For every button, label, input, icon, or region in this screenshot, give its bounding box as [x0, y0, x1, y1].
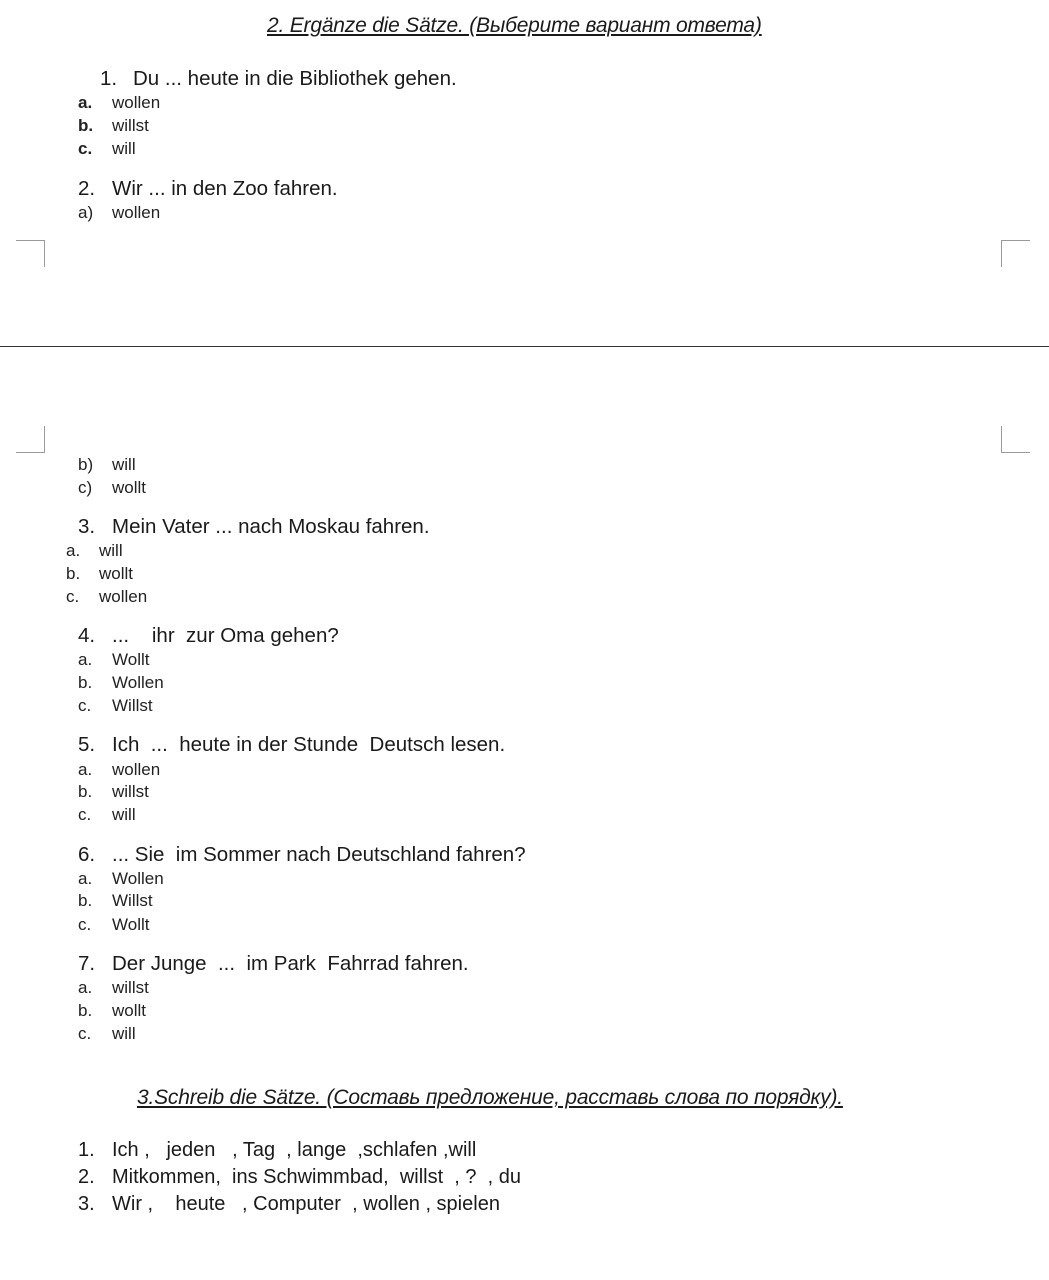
- question-text: Mein Vater ... nach Moskau fahren.: [112, 515, 430, 538]
- option-text: will: [112, 139, 136, 158]
- question-number: 3.: [78, 515, 96, 538]
- option-label: a.: [78, 869, 93, 888]
- option-label: b): [78, 455, 94, 474]
- question-4: [78, 624, 339, 648]
- option-1c: [78, 139, 136, 159]
- option-text: Willst: [112, 891, 153, 910]
- sentence-number: 1.: [78, 1139, 95, 1161]
- sentence-item: [78, 1139, 476, 1162]
- option-label: c.: [78, 915, 92, 934]
- option-4c: [78, 696, 153, 716]
- sentence-text: Mitkommen, ins Schwimmbad, willst , ? , du: [112, 1166, 522, 1188]
- option-2c: [78, 478, 146, 498]
- option-2b: [78, 455, 136, 475]
- option-label: b.: [78, 673, 93, 692]
- option-text: willst: [112, 782, 149, 801]
- question-number: 6.: [78, 843, 96, 866]
- section-2-title: 2. Ergänze die Sätze. (Выберите вариант ответа): [267, 14, 762, 37]
- option-text: will: [112, 455, 136, 474]
- option-label: c.: [78, 139, 93, 158]
- question-6: [78, 843, 526, 867]
- option-1a: [78, 93, 160, 113]
- question-text: Ich ... heute in der Stunde Deutsch lesen.: [112, 733, 506, 756]
- question-text: Der Junge ... im Park Fahrrad fahren.: [112, 952, 469, 975]
- sentence-item: [78, 1166, 521, 1189]
- question-number: 1.: [100, 67, 118, 90]
- option-label: c): [78, 478, 93, 497]
- question-7: [78, 952, 469, 976]
- sentence-item: [78, 1193, 500, 1216]
- question-number: 2.: [78, 177, 96, 200]
- sentence-number: 2.: [78, 1166, 95, 1188]
- option-text: Wollen: [112, 869, 164, 888]
- option-text: willst: [112, 116, 149, 135]
- option-3b: [66, 564, 133, 584]
- option-text: Wollt: [112, 650, 150, 669]
- question-number: 4.: [78, 624, 96, 647]
- sentence-text: Wir , heute , Computer , wollen , spielen: [112, 1193, 500, 1215]
- option-6b: [78, 891, 153, 911]
- sentence-text: Ich , jeden , Tag , lange ,schlafen ,will: [112, 1139, 477, 1161]
- option-text: wollen: [112, 203, 161, 222]
- option-7a: [78, 978, 149, 998]
- option-5a: [78, 760, 160, 780]
- option-text: wollt: [112, 1001, 147, 1020]
- option-label: b.: [78, 1001, 93, 1020]
- option-label: a.: [78, 978, 93, 997]
- option-label: b.: [78, 782, 93, 801]
- page-corner-mark: [16, 426, 45, 453]
- option-text: wollen: [112, 93, 161, 112]
- question-text: Wir ... in den Zoo fahren.: [112, 177, 338, 200]
- option-5b: [78, 782, 149, 802]
- option-text: Willst: [112, 696, 153, 715]
- question-number: 7.: [78, 952, 96, 975]
- option-text: wollen: [99, 587, 148, 606]
- option-4b: [78, 673, 164, 693]
- option-text: willst: [112, 978, 149, 997]
- page-corner-mark: [1001, 426, 1030, 453]
- option-text: wollt: [112, 478, 147, 497]
- option-label: c.: [78, 805, 92, 824]
- option-label: a.: [78, 650, 93, 669]
- question-2: [78, 177, 338, 201]
- option-text: Wollen: [112, 673, 164, 692]
- question-text: ... ihr zur Oma gehen?: [112, 624, 339, 647]
- option-6a: [78, 869, 164, 889]
- option-label: b.: [66, 564, 81, 583]
- section-3-title: 3.Schreib die Sätze. (Составь предложение, расставь слова по порядку).: [137, 1086, 843, 1109]
- option-text: wollen: [112, 760, 161, 779]
- sentence-number: 3.: [78, 1193, 95, 1215]
- option-3c: [66, 587, 147, 607]
- question-5: [78, 733, 505, 757]
- option-4a: [78, 650, 149, 670]
- option-7b: [78, 1001, 146, 1021]
- option-label: b.: [78, 116, 94, 135]
- option-label: a.: [78, 760, 93, 779]
- option-label: a.: [66, 541, 81, 560]
- option-label: c.: [66, 587, 80, 606]
- option-3a: [66, 541, 123, 561]
- option-label: a.: [78, 93, 93, 112]
- option-1b: [78, 116, 149, 136]
- option-label: a): [78, 203, 94, 222]
- page-break-line: [0, 346, 1049, 347]
- option-2a: [78, 203, 160, 223]
- question-text: Du ... heute in die Bibliothek gehen.: [133, 67, 457, 90]
- option-text: will: [112, 805, 136, 824]
- option-text: wollt: [99, 564, 134, 583]
- option-text: Wollt: [112, 915, 150, 934]
- question-1: [100, 67, 457, 91]
- option-label: c.: [78, 696, 92, 715]
- option-label: c.: [78, 1024, 92, 1043]
- question-number: 5.: [78, 733, 96, 756]
- option-6c: [78, 915, 149, 935]
- option-text: will: [112, 1024, 136, 1043]
- option-label: b.: [78, 891, 93, 910]
- option-text: will: [99, 541, 123, 560]
- question-3: [78, 515, 430, 539]
- option-5c: [78, 805, 136, 825]
- page-corner-mark: [1001, 240, 1030, 267]
- option-7c: [78, 1024, 136, 1044]
- question-text: ... Sie im Sommer nach Deutschland fahren?: [112, 843, 526, 866]
- page-corner-mark: [16, 240, 45, 267]
